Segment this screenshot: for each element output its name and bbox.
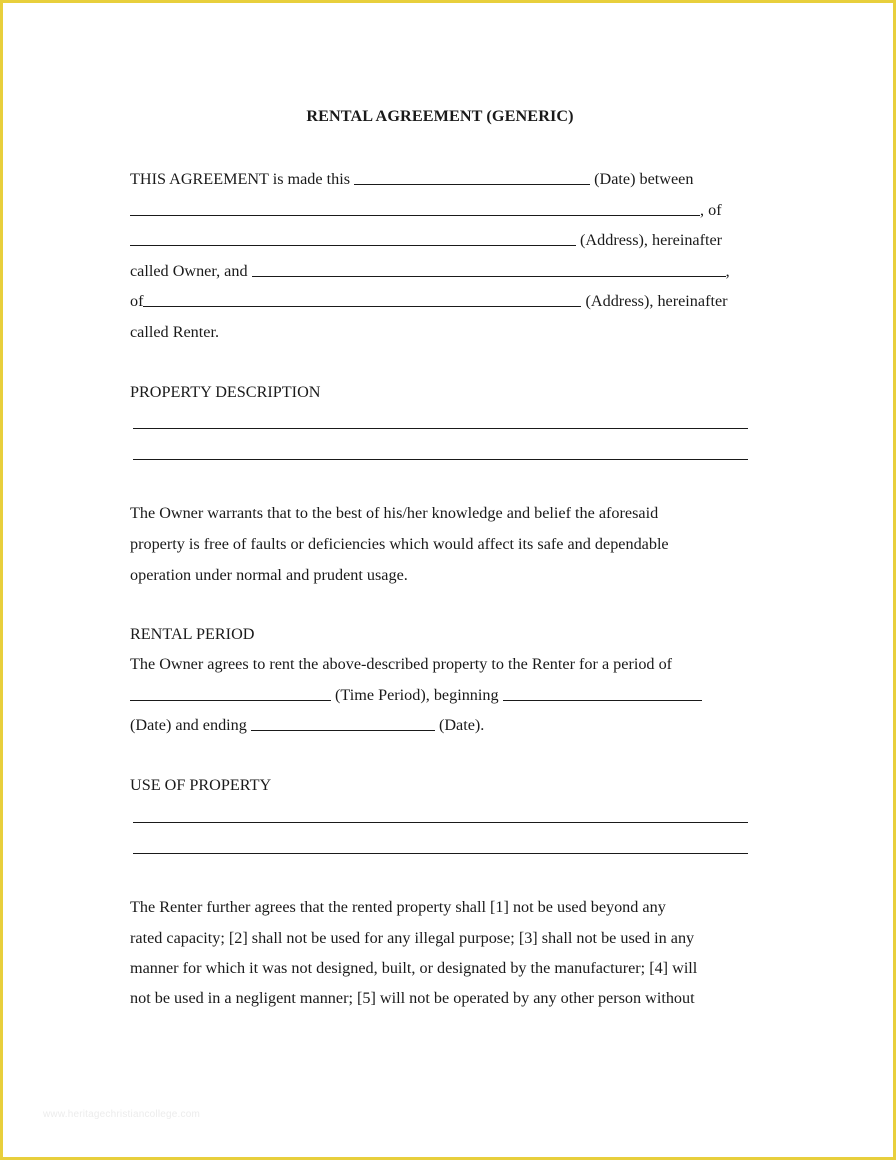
terms-line-3: manner for which it was not designed, built, or designated by the manufacturer; [4] will [130, 959, 698, 977]
warranty-line-2: property is free of faults or deficiencies which would affect its safe and dependable [130, 535, 669, 553]
terms-line-1: The Renter further agrees that the rented property shall [1] not be used beyond any [130, 898, 666, 916]
intro-text-address-hereinafter: (Address), hereinafter [580, 231, 723, 249]
intro-line-4 [130, 260, 730, 282]
rental-period-text-date: (Date). [438, 716, 485, 734]
rental-period-text-beginning: (Time Period), beginning [335, 686, 499, 704]
intro-text-called-renter: called Renter. [130, 323, 219, 341]
rental-period-heading: RENTAL PERIOD [130, 625, 255, 643]
end-date-blank[interactable] [251, 715, 435, 731]
renter-name-blank[interactable] [252, 261, 726, 277]
property-description-blank-2[interactable] [133, 459, 748, 460]
warranty-line-1: The Owner warrants that to the best of his/her knowledge and belief the aforesaid [130, 504, 659, 522]
property-description-heading: PROPERTY DESCRIPTION [130, 383, 321, 401]
intro-line-3 [130, 229, 722, 251]
intro-line-5 [130, 290, 728, 312]
property-description-blank-1[interactable] [133, 428, 748, 429]
rental-period-line-3 [130, 714, 484, 736]
rental-period-text-ending: (Date) and ending [130, 716, 247, 734]
intro-text-comma: , [725, 262, 730, 280]
owner-address-blank[interactable] [130, 230, 576, 246]
renter-address-blank[interactable] [143, 291, 581, 307]
date-blank[interactable] [354, 169, 590, 185]
intro-text-of: , of [700, 201, 722, 219]
time-period-blank[interactable] [130, 685, 331, 701]
warranty-line-3: operation under normal and prudent usage. [130, 566, 408, 584]
terms-line-4: not be used in a negligent manner; [5] will not be operated by any other person without [130, 989, 695, 1007]
intro-text-made-this: THIS AGREEMENT is made this [130, 170, 351, 188]
intro-line-2 [130, 199, 722, 221]
rental-period-line-1: The Owner agrees to rent the above-described property to the Renter for a period of [130, 655, 673, 673]
intro-text-date-between: (Date) between [594, 170, 694, 188]
terms-line-2: rated capacity; [2] shall not be used for any illegal purpose; [3] shall not be used in any [130, 929, 695, 947]
use-of-property-heading: USE OF PROPERTY [130, 776, 272, 794]
intro-line-1 [130, 168, 693, 190]
intro-line-6 [130, 321, 219, 343]
intro-text-called-owner: called Owner, and [130, 262, 248, 280]
rental-period-line-2 [130, 684, 702, 706]
intro-text-of-renter: of [130, 292, 144, 310]
document-title: RENTAL AGREEMENT (GENERIC) [306, 107, 574, 125]
use-of-property-blank-2[interactable] [133, 853, 748, 854]
begin-date-blank[interactable] [503, 685, 702, 701]
intro-text-address-hereinafter-2: (Address), hereinafter [585, 292, 728, 310]
site-watermark: www.heritagechristiancollege.com [43, 1109, 201, 1120]
use-of-property-blank-1[interactable] [133, 822, 748, 823]
owner-name-blank[interactable] [130, 200, 700, 216]
